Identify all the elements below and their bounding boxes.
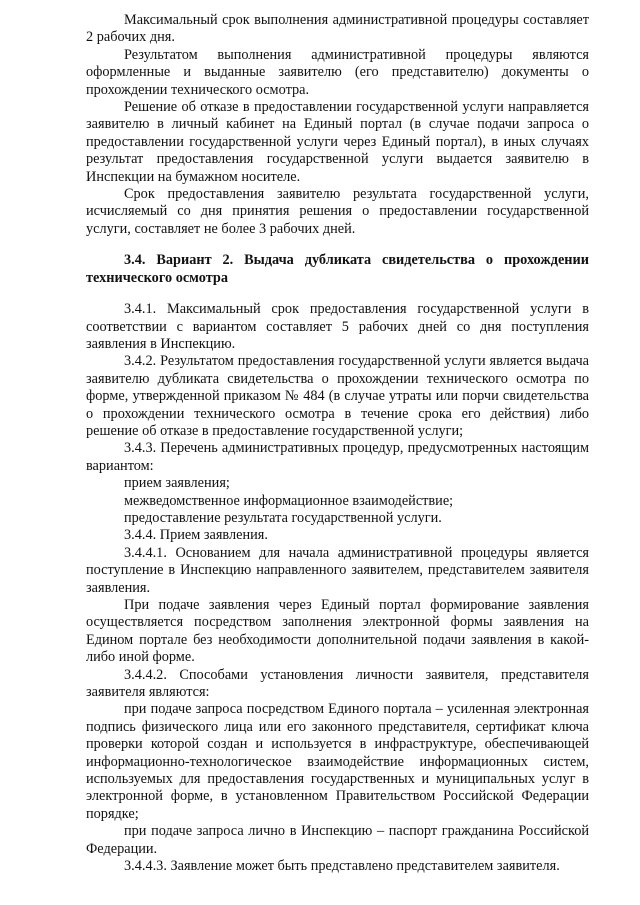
list-item: предоставление результата государственной услуги. [124,509,442,526]
document-body [86,12,589,876]
spacer [86,238,589,252]
paragraph-3-4-4-3: 3.4.4.3. Заявление может быть представлено представителем заявителя. [124,858,560,875]
list-item: межведомственное информационное взаимодействие; [124,492,454,509]
paragraph-3-4-1: 3.4.1. Максимальный срок предоставления государственной услуги в соответствии с вариантом составляет 5 рабочих дней со дня поступления заявления в Инспекцию. [86,301,589,352]
paragraph-portal-identification: при подаче запроса посредством Единого портала – усиленная электронная подпись физического лица или его законного представителя, сертификат ключа проверки которой создан и используется в инфраструктуре, обеспечивающей информационно-технологическое взаимодействие информационных систем, используемых для предоставления государственных и муниципальных услуг в электронной форме, в установленном Правительством Российской Федерации порядке; [86,701,589,822]
paragraph-max-term: Максимальный срок выполнения административной процедуры составляет 2 рабочих дня. [86,12,589,46]
paragraph-result: Результатом выполнения административной процедуры являются оформленные и выданные заявителю (его представителю) документы о прохождении технического осмотра. [86,46,589,98]
section-heading-3-4: 3.4. Вариант 2. Выдача дубликата свидетельства о прохождении технического осмотра [86,252,589,286]
spacer [86,287,589,301]
paragraph-3-4-4-2: 3.4.4.2. Способами установления личности заявителя, представителя заявителя являются: [86,666,589,701]
paragraph-portal-submission: При подаче заявления через Единый портал формирование заявления осуществляется посредством заполнения электронной формы заявления на Едином портале без необходимости дополнительной подачи заявления в какой-либо иной форме. [86,597,589,666]
paragraph-refusal: Решение об отказе в предоставлении государственной услуги направляется заявителю в личный кабинет на Единый портал (в случае подачи запроса о предоставлении государственной услуги через Единый портал), в иных случаях результат предоставления государственной услуги выдается заявителю в Инспекции на бумажном носителе. [86,99,589,185]
paragraph-3-4-4-1: 3.4.4.1. Основанием для начала административной процедуры является поступление в Инспекцию направленного заявителем, представителем заявителя заявления. [86,544,589,596]
list-item: прием заявления; [124,475,230,492]
paragraph-3-4-4: 3.4.4. Прием заявления. [124,527,268,544]
paragraph-3-4-2: 3.4.2. Результатом предоставления государственной услуги является выдача заявителю дубликата свидетельства о прохождении технического осмотра по форме, утвержденной приказом № 484 (в случае утраты или порчи свидетельства о прохождении технического осмотра в течение срока его действия) либо решение об отказе в предоставление государственной услуги; [86,353,589,439]
paragraph-3-4-3: 3.4.3. Перечень административных процедур, предусмотренных настоящим вариантом: [86,440,589,474]
paragraph-personal-identification: при подаче запроса лично в Инспекцию – паспорт гражданина Российской Федерации. [86,823,589,857]
paragraph-result-term: Срок предоставления заявителю результата государственной услуги, исчисляемый со дня принятия решения о предоставлении государственной услуги, составляет не более 3 рабочих дней. [86,186,589,237]
